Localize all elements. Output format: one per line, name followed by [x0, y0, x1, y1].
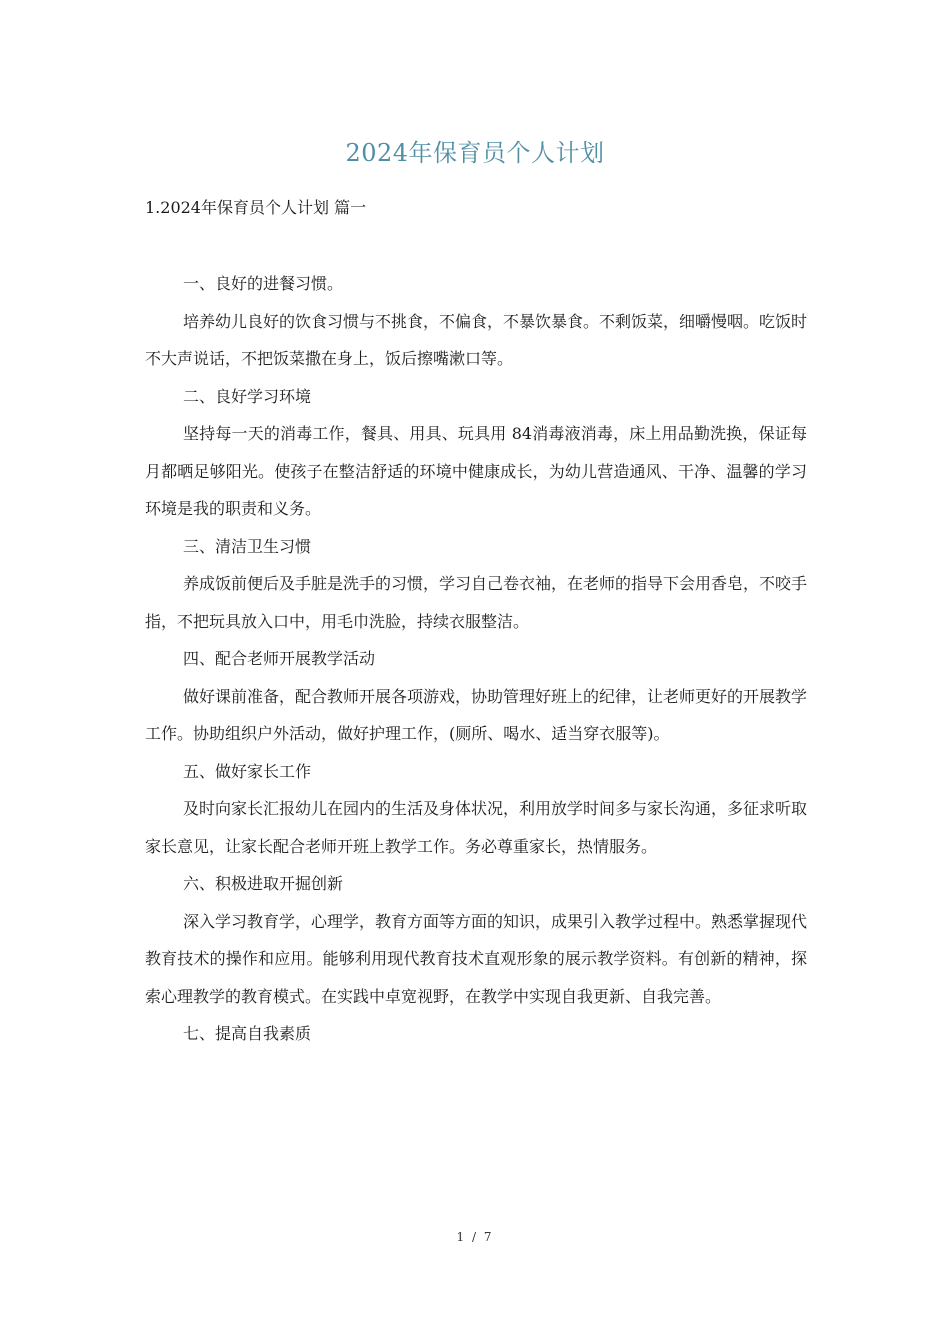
paragraph-teaching-activities: 做好课前准备，配合教师开展各项游戏，协助管理好班上的纪律，让老师更好的开展教学工作。协助组织户外活动，做好护理工作，(厕所、喝水、适当穿衣服等)。 — [145, 686, 808, 743]
heading-innovation: 六、积极进取开掘创新 — [183, 874, 344, 893]
heading-eating-habits: 一、良好的进餐习惯。 — [183, 274, 344, 293]
paragraph-eating-habits: 培养幼儿良好的饮食习惯与不挑食，不偏食，不暴饮暴食。不剩饭菜，细嚼慢咽。吃饭时不大声说话，不把饭菜撒在身上，饭后擦嘴漱口等。 — [145, 311, 808, 368]
heading-learning-environment: 二、良好学习环境 — [183, 386, 312, 406]
paragraph-hygiene-habits: 养成饭前便后及手脏是洗手的习惯，学习自己卷衣袖，在老师的指导下会用香皂，不咬手指，不把玩具放入口中，用毛巾洗脸，持续衣服整洁。 — [145, 574, 808, 631]
heading-parent-work: 五、做好家长工作 — [183, 761, 312, 781]
paragraph-innovation: 深入学习教育学，心理学，教育方面等方面的知识，成果引入教学过程中。熟悉掌握现代教育技术的操作和应用。能够利用现代教育技术直观形象的展示教学资料。有创新的精神，探索心理教学的教育模式。在实践中卓宽视野，在教学中实现自我更新、自我完善。 — [145, 911, 808, 1006]
section-heading: 1.2024年保育员个人计划 篇一 — [145, 198, 367, 217]
page-number: 1 / 7 — [456, 1230, 494, 1244]
paragraph-learning-environment: 坚持每一天的消毒工作，餐具、用具、玩具用 84消毒液消毒，床上用品勤洗换，保证每月都晒足够阳光。使孩子在整洁舒适的环境中健康成长，为幼儿营造通风、干净、温馨的学习环境是我的职责和义务。 — [145, 424, 807, 518]
heading-hygiene-habits: 三、清洁卫生习惯 — [183, 536, 312, 556]
paragraph-parent-work: 及时向家长汇报幼儿在园内的生活及身体状况，利用放学时间多与家长沟通，多征求听取家长意见，让家长配合老师开班上教学工作。务必尊重家长，热情服务。 — [145, 799, 808, 856]
heading-teaching-activities: 四、配合老师开展教学活动 — [183, 649, 376, 668]
document-title: 2024年保育员个人计划 — [345, 139, 605, 167]
document-body — [145, 265, 807, 1053]
heading-self-improvement: 七、提高自我素质 — [183, 1024, 312, 1043]
